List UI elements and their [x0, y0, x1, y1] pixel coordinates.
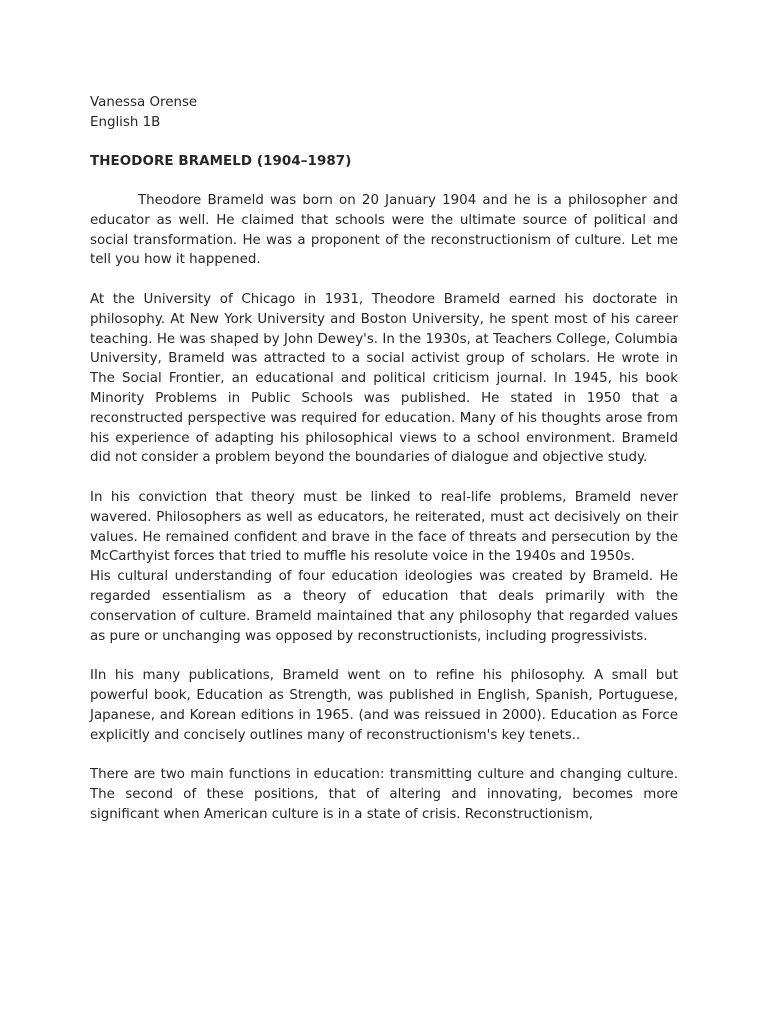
paragraph-publications: IIn his many publications, Brameld went on to refine his philosophy. A small but powerful book, Education as Strength, was published in English, Spanish, Portuguese, Japanese, and Korean editions in 1965. (and was reissued in 2000). Education as Force explicitly and concisely outlines many of reconstructionism's key tenets.. — [90, 668, 678, 743]
paragraph-career: At the University of Chicago in 1931, Theodore Brameld earned his doctorate in philosophy. At New York University and Boston University, he spent most of his career teaching. He was shaped by John Dewey's. In the 1930s, at Teachers College, Columbia University, Brameld was attracted to a social activist group of scholars. He wrote in The Social Frontier, an educational and political criticism journal. In 1945, his book Minority Problems in Public Schools was published. He stated in 1950 that a reconstructed perspective was required for education. Many of his thoughts arose from his experience of adapting his philosophical views to a school environment. Brameld did not consider a problem beyond the boundaries of dialogue and objective study. — [90, 291, 678, 466]
document-title: THEODORE BRAMELD (1904–1987) — [90, 154, 352, 169]
document-header — [90, 93, 680, 133]
author-name: Vanessa Orense — [90, 95, 198, 110]
course-name: English 1B — [90, 114, 161, 130]
paragraph-functions: There are two main functions in education: transmitting culture and changing culture. The second of these positions, that of altering and innovating, becomes more significant when American culture is in a state of crisis. Reconstructionism, — [90, 767, 678, 822]
paragraph-ideologies: His cultural understanding of four education ideologies was created by Brameld. He regarded essentialism as a theory of education that deals primarily with the conservation of culture. Brameld maintained that any philosophy that regarded values as pure or unchanging was opposed by reconstructionists, including progressivists. — [90, 569, 678, 644]
paragraph-conviction: In his conviction that theory must be linked to real-life problems, Brameld never wavered. Philosophers as well as educators, he reiterated, must act decisively on their values. He remained confident and brave in the face of threats and persecution by the McCarthyist forces that tried to muffle his resolute voice in the 1940s and 1950s. — [90, 489, 678, 565]
paragraph-birth: Theodore Brameld was born on 20 January 1904 and he is a philosopher and educator as well. He claimed that schools were the ultimate source of political and social transformation. He was a proponent of the reconstructionism of culture. Let me tell you how it happened. — [90, 193, 678, 268]
document-body — [90, 191, 678, 825]
